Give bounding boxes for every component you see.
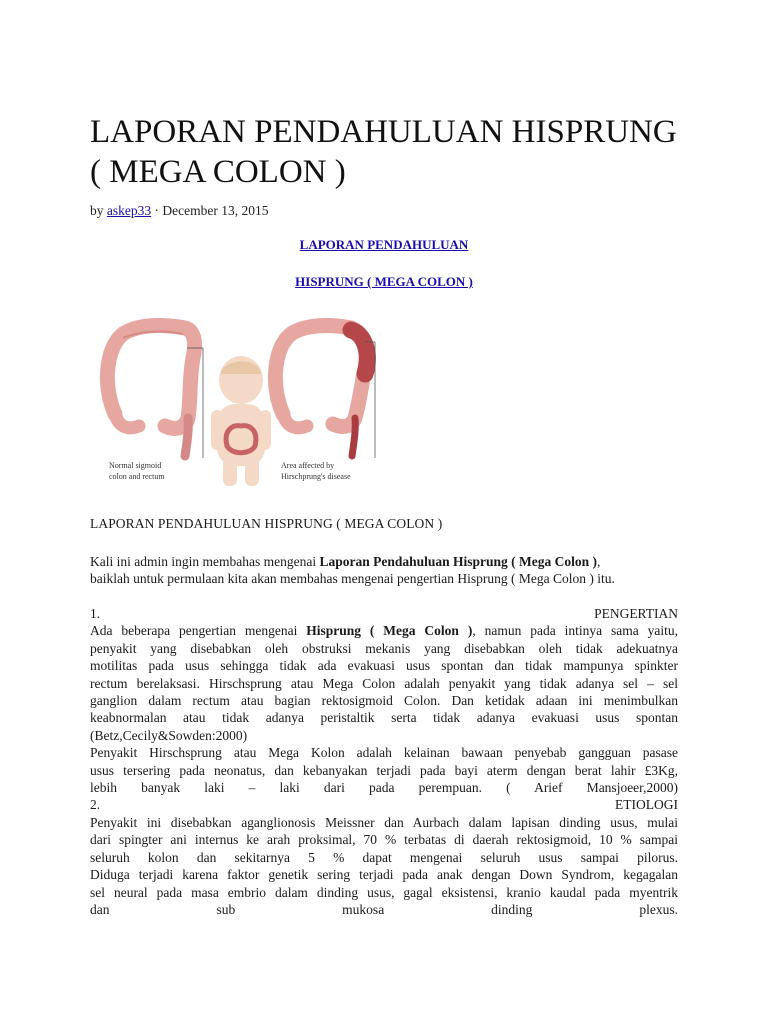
s1-line-6: keabnormalan atau tidak adanya peristaltik serta tidak adanya evakuasi usus spontan — [90, 710, 678, 726]
s1-l1-bold: Hisprung ( Mega Colon ) — [306, 623, 473, 639]
s1-line-2: penyakit yang disebabkan oleh obstruksi mekanis yang disebabkan oleh tidak adekuatnya — [90, 640, 678, 656]
s1-line-5: ganglion dalam rectum atau bagian rektosigmoid Colon. Dan ketidak adaan ini menimbulkan — [90, 693, 678, 709]
intro-line-2: baiklah untuk permulaan kita akan membahas mengenai pengertian Hisprung ( Mega Colon ) itu. — [90, 571, 615, 587]
hirschsprung-illustration — [93, 318, 383, 490]
s2-line-3: seluruh kolon dan sekitarnya 5 % dapat mengenai seluruh usus sampai pilorus. — [90, 849, 678, 865]
section-pengertian — [90, 605, 678, 918]
center-link-2[interactable]: HISPRUNG ( MEGA COLON ) — [295, 274, 473, 289]
byline-separator: · — [151, 203, 163, 218]
section-2-title: ETIOLOGI — [615, 797, 678, 813]
s1-line-7: (Betz,Cecily&Sowden:2000) — [90, 727, 248, 743]
byline — [90, 203, 268, 219]
caption-right-2: Hirschprung's disease — [281, 472, 351, 481]
s1-line-3: motilitas pada usus sehingga tidak ada evakuasi usus spontan dan tidak mampunya spinkter — [90, 658, 678, 674]
center-link-1-wrap — [90, 237, 678, 253]
s2-line-4: Diduga terjadi karena faktor genetik sering terjadi pada anak dengan Down Syndrom, kegagalan — [90, 867, 678, 883]
section-1-title: PENGERTIAN — [594, 606, 678, 621]
title-line-1: LAPORAN PENDAHULUAN HISPRUNG — [90, 114, 677, 150]
section-2-number: 2. — [90, 797, 101, 813]
normal-colon-illustration — [107, 326, 203, 458]
post-date: December 13, 2015 — [162, 203, 269, 218]
article-title — [90, 112, 690, 192]
s1-line-9: usus tersering pada neonatus, dan kebanyakan terjadi pada bayi aterm dengan berat lahir £3Kg, — [90, 762, 678, 778]
author-link[interactable]: askep33 — [106, 203, 152, 218]
caption-right-1: Area affected by — [281, 461, 335, 470]
s2-line-5: sel neural pada masa embrio dalam dinding usus, gagal eksistensi, kranio kaudal pada myentrik — [90, 884, 678, 900]
s2-line-6: dan sub mukosa dinding plexus. — [90, 901, 678, 917]
title-line-2: ( MEGA COLON ) — [90, 154, 346, 190]
s1-line-1 — [90, 622, 678, 639]
s2-line-1: Penyakit ini disebabkan aganglionosis Meissner dan Aurbach dalam lapisan dinding usus, mulai — [90, 814, 678, 830]
section-1-heading — [90, 605, 678, 622]
intro-paragraph — [90, 553, 678, 588]
caption-left-1: Normal sigmoid — [109, 461, 162, 470]
center-link-1[interactable]: LAPORAN PENDAHULUAN — [299, 237, 469, 252]
s1-line-10: lebih banyak laki – laki dari pada perempuan. ( Arief Mansjoeer,2000) — [90, 780, 678, 796]
intro-text-a: Kali ini admin ingin membahas mengenai — [90, 554, 317, 569]
s1-l1-b: , namun pada intinya sama yaitu, — [472, 623, 679, 639]
center-link-2-wrap — [90, 274, 678, 290]
affected-colon-illustration — [275, 326, 375, 458]
caption-left-2: colon and rectum — [109, 472, 165, 481]
s2-line-2: dari spingter ani internus ke arah proksimal, 70 % terbatas di daerah rektosigmoid, 10 % sampai — [90, 832, 678, 848]
intro-text-b: , — [597, 554, 601, 569]
s1-line-8: Penyakit Hirschsprung atau Mega Kolon adalah kelainan bawaan penyebab gangguan pasase — [90, 745, 678, 761]
s1-l1-a: Ada beberapa pengertian mengenai — [90, 623, 298, 639]
intro-line-1 — [90, 553, 678, 570]
s1-line-4: rectum berelaksasi. Hirschsprung atau Mega Colon adalah penyakit yang tidak adanya sel – sel — [90, 675, 678, 691]
intro-label: LAPORAN PENDAHULUAN HISPRUNG ( MEGA COLON ) — [90, 516, 443, 531]
section-2-heading — [90, 796, 678, 813]
byline-prefix: by — [90, 203, 104, 218]
intro-text-bold: Laporan Pendahuluan Hisprung ( Mega Colon ) — [319, 554, 598, 569]
child-illustration — [211, 356, 271, 486]
section-1-number: 1. — [90, 606, 101, 621]
